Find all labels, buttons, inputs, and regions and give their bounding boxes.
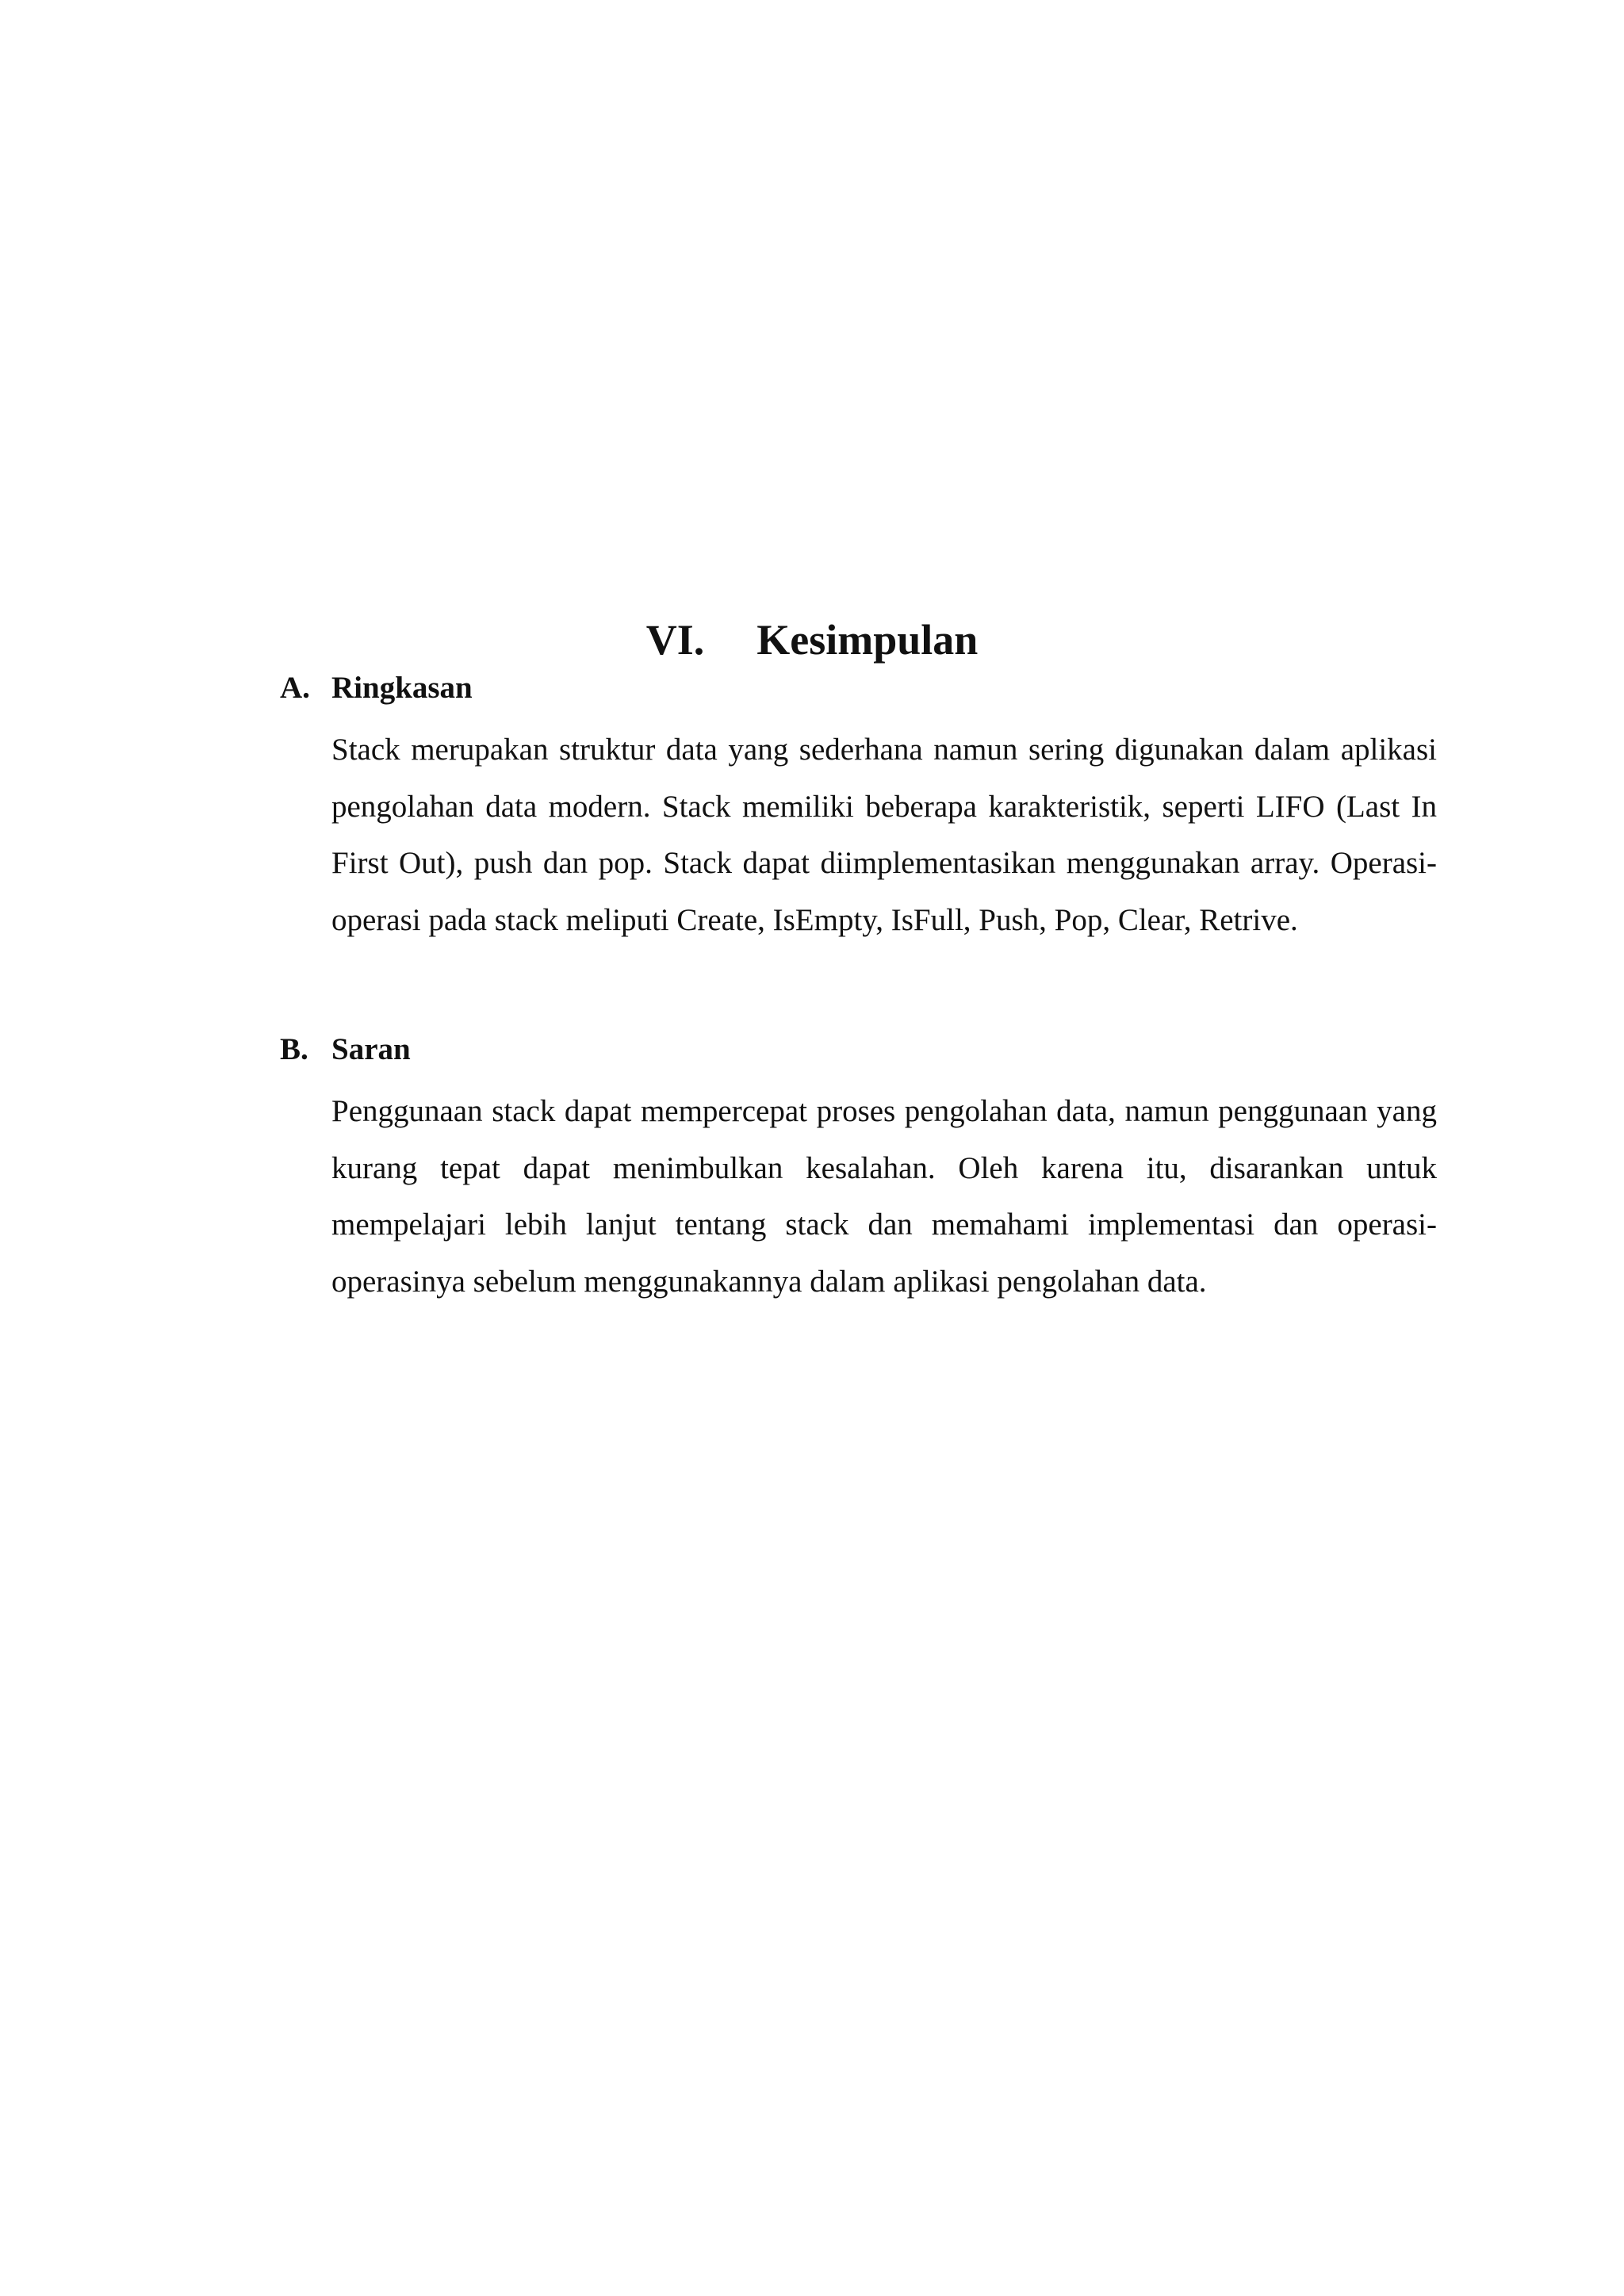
section-paragraph: Stack merupakan struktur data yang sederhana namun sering digunakan dalam aplikasi pengolahan data modern. Stack memiliki beberapa karakteristik, seperti LIFO (Last In First Out), push dan pop. Stack dapat diimplementasikan menggunakan array. Operasi-operasi pada stack meliputi Create, IsEmpty, IsFull, Push, Pop, Clear, Retrive. xyxy=(331,733,1437,937)
chapter-number: VI. xyxy=(645,616,705,664)
section-heading-text: Ringkasan xyxy=(331,671,473,705)
section-heading-text: Saran xyxy=(331,1032,411,1066)
chapter-title xyxy=(0,612,1624,668)
section-ringkasan xyxy=(280,666,1438,979)
section-letter: A. xyxy=(280,671,310,705)
chapter-title-text: Kesimpulan xyxy=(756,616,979,664)
section-letter: B. xyxy=(280,1032,308,1066)
section-saran xyxy=(280,1027,1438,1341)
section-paragraph: Penggunaan stack dapat mempercepat proses pengolahan data, namun penggunaan yang kurang tepat dapat menimbulkan kesalahan. Oleh karena itu, disarankan untuk mempelajari lebih lanjut tentang stack dan memahami implementasi dan operasi-operasinya sebelum menggunakannya dalam aplikasi pengolahan data. xyxy=(331,1094,1437,1299)
section-heading xyxy=(280,666,1438,710)
section-heading xyxy=(280,1027,1438,1072)
